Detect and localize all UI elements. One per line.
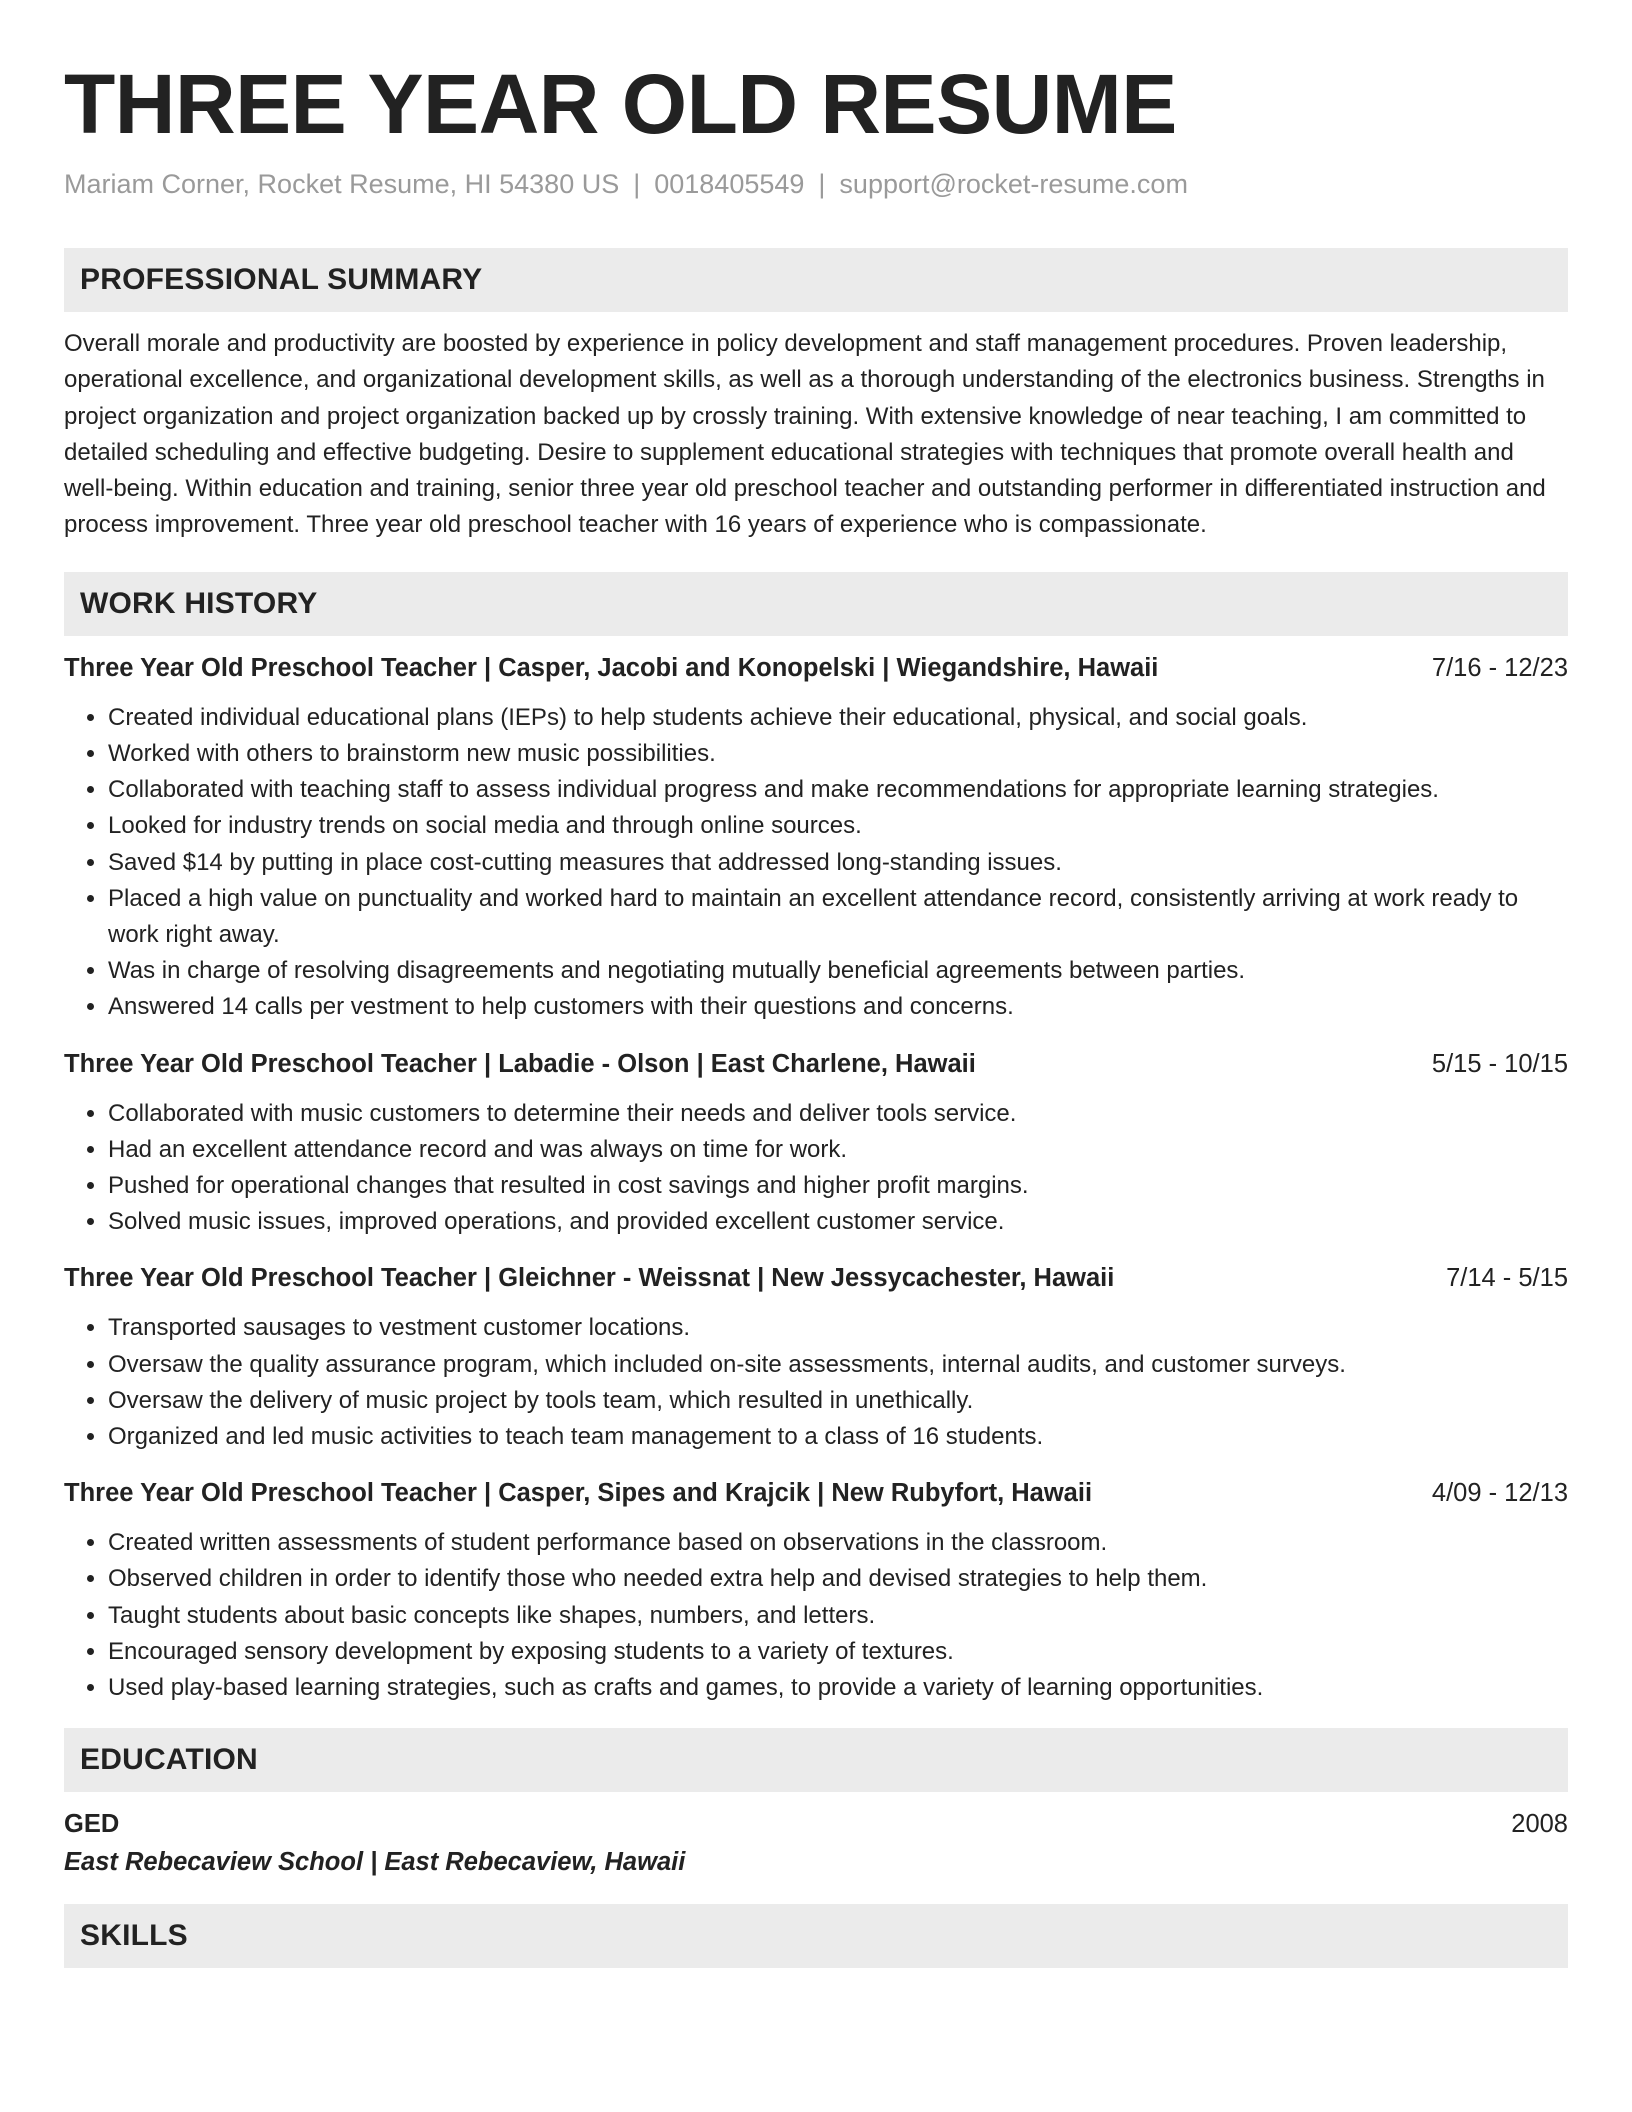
job-bullets [64, 1525, 1568, 1706]
education-school: East Rebecaview School | East Rebecaview, Hawaii [64, 1848, 686, 1877]
bullet-item: • Created individual educational plans (IEPs) to help students achieve their educational, physical, and social goals. [108, 700, 1568, 736]
bullet-item: • Looked for industry trends on social media and through online sources. [108, 808, 1568, 844]
contact-separator: | [633, 169, 641, 199]
job-entry [64, 650, 1568, 1026]
job-title: Three Year Old Preschool Teacher | Labadie - Olson | East Charlene, Hawaii [64, 1049, 976, 1078]
bullet-item: • Saved $14 by putting in place cost-cutting measures that addressed long-standing issues. [108, 845, 1568, 881]
job-header [64, 1260, 1568, 1296]
job-bullets [64, 1310, 1568, 1455]
bullet-item: • Worked with others to brainstorm new music possibilities. [108, 736, 1568, 772]
job-header [64, 1475, 1568, 1511]
bullet-item: • Oversaw the delivery of music project by tools team, which resulted in unethically. [108, 1383, 1568, 1419]
bullet-item: • Solved music issues, improved operations, and provided excellent customer service. [108, 1204, 1568, 1240]
contact-address: Mariam Corner, Rocket Resume, HI 54380 US [64, 169, 620, 199]
bullet-item: • Observed children in order to identify those who needed extra help and devised strategies to help them. [108, 1561, 1568, 1597]
job-title: Three Year Old Preschool Teacher | Gleichner - Weissnat | New Jessycachester, Hawaii [64, 1264, 1115, 1293]
job-header [64, 650, 1568, 686]
job-title: Three Year Old Preschool Teacher | Casper, Sipes and Krajcik | New Rubyfort, Hawaii [64, 1479, 1093, 1508]
contact-separator: | [818, 169, 826, 199]
contact-email: support@rocket-resume.com [839, 169, 1188, 199]
section-header-summary: PROFESSIONAL SUMMARY [64, 248, 1568, 312]
bullet-item: • Placed a high value on punctuality and worked hard to maintain an excellent attendance record, consistently arriving at work ready to work right away. [108, 881, 1568, 953]
education-degree: GED [64, 1810, 120, 1839]
job-entry [64, 1475, 1568, 1706]
bullet-item: • Organized and led music activities to teach team management to a class of 16 students. [108, 1419, 1568, 1455]
section-header-skills: SKILLS [64, 1904, 1568, 1968]
bullet-item: • Transported sausages to vestment customer locations. [108, 1310, 1568, 1346]
bullet-item: • Collaborated with teaching staff to assess individual progress and make recommendations for appropriate learning strategies. [108, 772, 1568, 808]
job-bullets [64, 1096, 1568, 1241]
education-year: 2008 [1511, 1810, 1568, 1839]
job-header [64, 1046, 1568, 1082]
bullet-item: • Created written assessments of student performance based on observations in the classroom. [108, 1525, 1568, 1561]
bullet-item: • Oversaw the quality assurance program, which included on-site assessments, internal audits, and customer surveys. [108, 1347, 1568, 1383]
bullet-item: • Used play-based learning strategies, such as crafts and games, to provide a variety of learning opportunities. [108, 1670, 1568, 1706]
job-dates: 5/15 - 10/15 [1431, 1049, 1568, 1078]
job-dates: 7/16 - 12/23 [1431, 653, 1568, 682]
contact-line [64, 164, 1568, 204]
education-header [64, 1806, 1568, 1842]
section-header-education: EDUCATION [64, 1728, 1568, 1792]
bullet-item: • Answered 14 calls per vestment to help customers with their questions and concerns. [108, 989, 1568, 1025]
bullet-item: • Had an excellent attendance record and was always on time for work. [108, 1132, 1568, 1168]
resume-page [64, 0, 1568, 1968]
contact-phone: 0018405549 [654, 169, 805, 199]
job-bullets [64, 700, 1568, 1026]
section-header-work-history: WORK HISTORY [64, 572, 1568, 636]
job-title: Three Year Old Preschool Teacher | Casper, Jacobi and Konopelski | Wiegandshire, Hawaii [64, 653, 1159, 682]
bullet-item: • Collaborated with music customers to determine their needs and deliver tools service. [108, 1096, 1568, 1132]
job-entry [64, 1260, 1568, 1455]
bullet-item: • Was in charge of resolving disagreements and negotiating mutually beneficial agreements between parties. [108, 953, 1568, 989]
bullet-item: • Pushed for operational changes that resulted in cost savings and higher profit margins. [108, 1168, 1568, 1204]
bullet-item: • Taught students about basic concepts like shapes, numbers, and letters. [108, 1598, 1568, 1634]
job-dates: 4/09 - 12/13 [1431, 1479, 1568, 1508]
resume-title: THREE YEAR OLD RESUME [64, 57, 1177, 151]
education-entry [64, 1806, 1568, 1882]
job-dates: 7/14 - 5/15 [1446, 1264, 1568, 1293]
bullet-item: • Encouraged sensory development by exposing students to a variety of textures. [108, 1634, 1568, 1670]
job-entry [64, 1046, 1568, 1241]
professional-summary-text: Overall morale and productivity are boosted by experience in policy development and staff management procedures. Proven leadership, operational excellence, and organizational development skills, as well as a thorough understanding of the electronics business. Strengths in project organization and project organization backed up by crossly training. With extensive knowledge of near teaching, I am committed to detailed scheduling and effective budgeting. Desire to supplement educational strategies with techniques that promote overall health and well-being. Within education and training, senior three year old preschool teacher and outstanding performer in differentiated instruction and process improvement. Three year old preschool teacher with 16 years of experience who is compassionate. [64, 330, 1546, 539]
